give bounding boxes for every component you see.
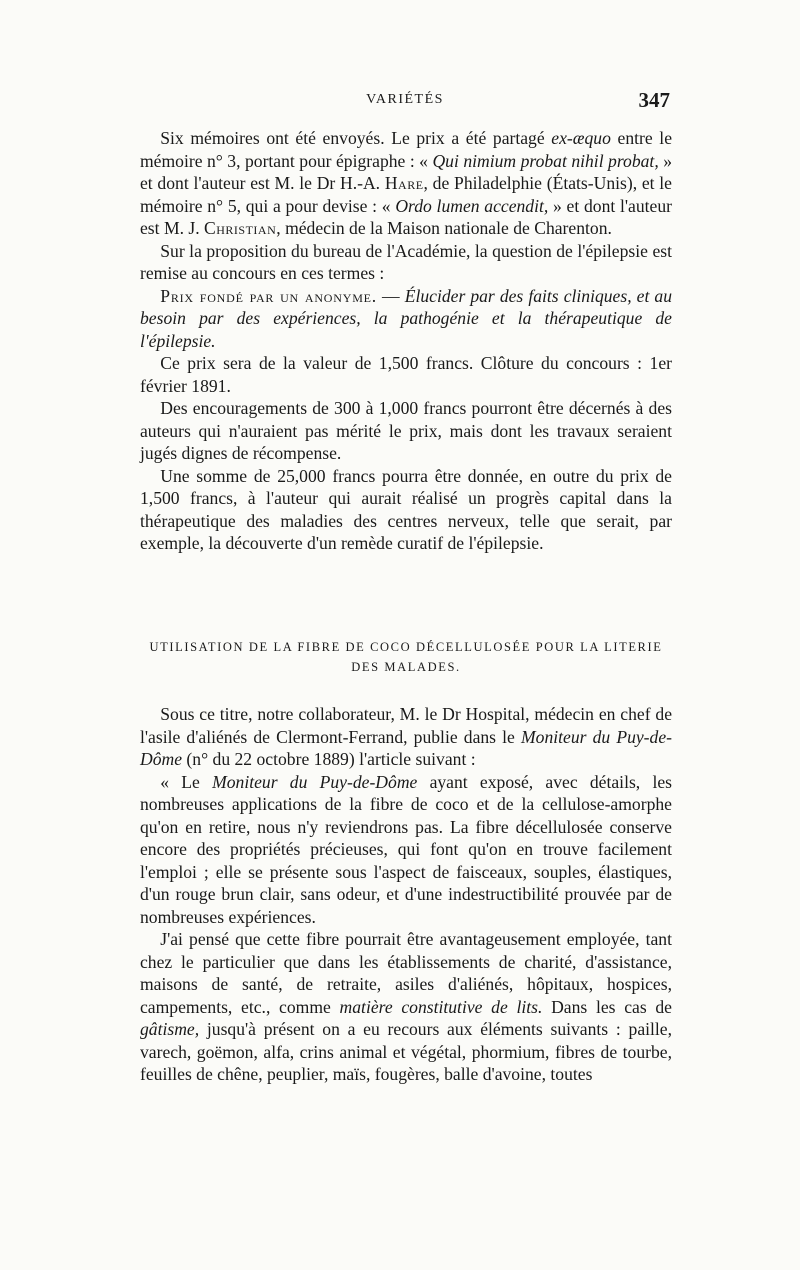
author-name-hare: Hare — [384, 173, 424, 193]
text-run: Dans les cas de — [542, 996, 672, 1017]
prize-question: Élucider par des faits cliniques, et au besoin par des expériences, la pathogénie et la thérapeutique de l'épilepsie. — [140, 285, 672, 351]
fibre-coco-section — [140, 703, 672, 1086]
italic-run: Ordo lumen accendit, — [395, 195, 549, 216]
paragraph-somme: Une somme de 25,000 francs pourra être donnée, en outre du prix de 1,500 francs, à l'auteur qui aurait réalisé un progrès capital dans la thérapeutique des maladies des centres nerveux, telle que serait, par exemple, la découverte d'un remède curatif de l'épilepsie. — [140, 465, 672, 553]
paragraph-sous-ce-titre — [140, 703, 672, 771]
paragraph-prix-fonde — [140, 285, 672, 353]
text-run: , médecin de la Maison nationale de Charenton. — [276, 218, 612, 238]
italic-run: Moniteur du Puy-de-Dôme — [212, 771, 418, 792]
text-run: , de Philadelphie (États-Unis), et le mémoire n° 5, qui a pour devise : « — [140, 173, 672, 216]
italic-run: matière constitutive de lits. — [339, 996, 543, 1017]
italic-run: gâtisme, — [140, 1019, 200, 1039]
paragraph-encouragements: Des encouragements de 300 à 1,000 francs pourront être décernés à des auteurs qui n'auraient pas mérité le prix, mais dont les travaux seraient jugés dignes de récompense. — [140, 398, 672, 463]
author-name-christian: Christian — [204, 218, 277, 238]
text-run: « Le — [160, 771, 213, 792]
paragraph-valeur: Ce prix sera de la valeur de 1,500 francs. Clôture du concours : 1er février 1891. — [140, 353, 672, 396]
text-run: jusqu'à présent on a eu recours aux éléments suivants : paille, varech, goëmon, alfa, crins animal et végétal, phormium, fibres de tourbe, feuilles de chêne, peuplier, maïs, fougères, balle d'avoine, toutes — [140, 1019, 672, 1084]
paragraph-memoires — [140, 127, 672, 240]
prize-report-section — [140, 127, 672, 555]
italic-run: Qui nimium probat nihil probat, — [432, 150, 659, 171]
paragraph-jai-pense — [140, 928, 672, 1086]
prize-label: Prix fondé par un anonyme. — [160, 285, 377, 306]
paragraph-proposition: Sur la proposition du bureau de l'Académie, la question de l'épilepsie est remise au concours en ces termes : — [140, 240, 672, 283]
text-run: entre le mémoire n° 3, portant pour épigraphe : « — [140, 128, 673, 171]
italic-run: Moniteur du Puy-de-Dôme — [140, 726, 673, 769]
italic-run: ex-æquo — [551, 128, 611, 148]
text-run: J'ai pensé que cette fibre pourrait être avantageusement employée, tant chez le particulier que dans les établissements de charité, d'assistance, maisons de santé, de retraite, asiles d'aliénés, hôpitaux, hospices, campements, etc., comme — [140, 929, 672, 1017]
text-run: Six mémoires ont été envoyés. Le prix a été partagé — [160, 128, 552, 148]
running-title: VARIÉTÉS — [366, 92, 444, 107]
text-run: » et dont l'auteur est M. le Dr H.-A. — [140, 150, 672, 193]
text-run: » et dont l'auteur est M. J. — [140, 195, 672, 238]
text-run: ayant exposé, avec détails, les nombreuses applications de la fibre de coco et de la cellulose-amorphe qu'on en retire, nous n'y reviendrons pas. La fibre décellulosée conserve encore des propriétés précieuses, qui font qu'on en trouve facilement l'emploi ; elle se présente sous l'aspect de faisceaux, souples, élastiques, d'un rouge brun clair, sans odeur, et d'une indestructibilité prouvée par de nombreuses expériences. — [140, 771, 672, 927]
section-heading: UTILISATION DE LA FIBRE DE COCO DÉCELLULOSÉE POUR LA LITERIE DES MALADES. — [149, 640, 663, 674]
running-head — [140, 88, 670, 118]
page-number: 347 — [638, 88, 670, 112]
text-run: Sous ce titre, notre collaborateur, M. le Dr Hospital, médecin en chef de l'asile d'aliénés de Clermont-Ferrand, publie dans le — [140, 704, 672, 747]
text-run: (n° du 22 octobre 1889) l'article suivant : — [182, 749, 476, 769]
dash: — — [377, 285, 405, 306]
paragraph-moniteur — [140, 771, 672, 929]
